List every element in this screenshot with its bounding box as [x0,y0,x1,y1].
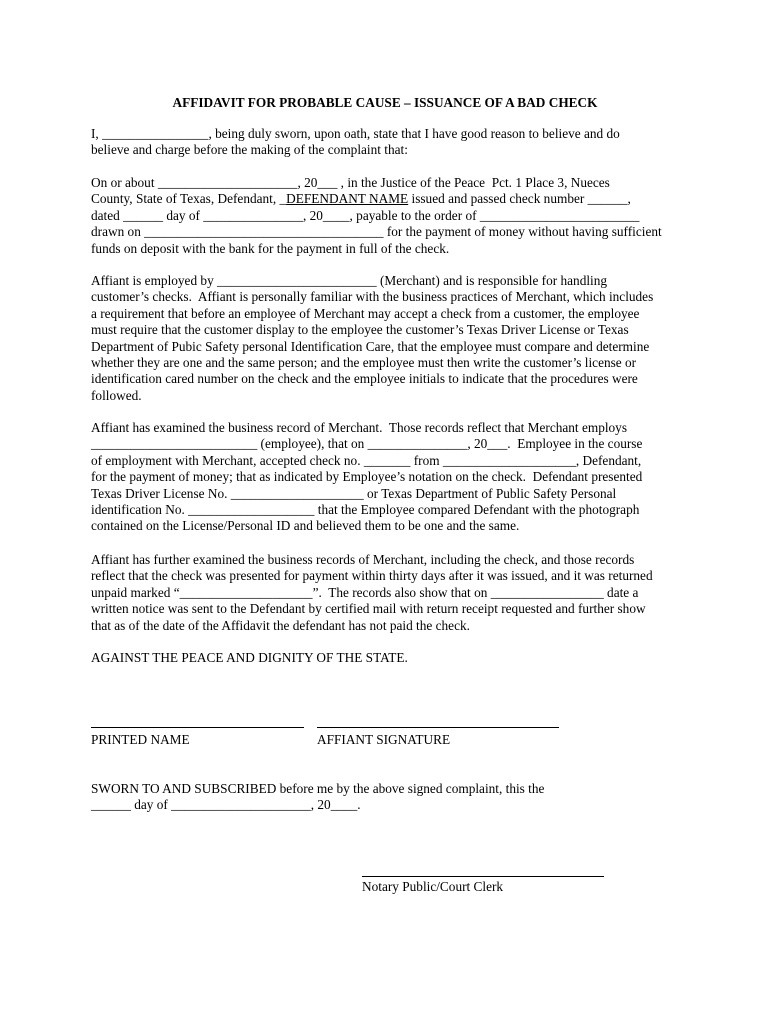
intro-line: believe and charge before the making of the complaint that: [91,142,408,158]
employment-line: Department of Pubic Safety personal Identification Care, that the employee must compare and determine [91,338,650,354]
further-line: Affiant has further examined the business records of Merchant, including the check, and those records [91,552,635,567]
further-line: written notice was sent to the Defendant by certified mail with return receipt requested and further show [91,601,646,617]
employment-line: a requirement that before an employee of Merchant may accept a check from a customer, the employee [91,305,640,321]
sworn-paragraph [91,781,691,814]
check-line: drawn on ____________________________________ for the payment of money without having sufficient [91,224,662,240]
employment-line: Affiant is employed by ________________________ (Merchant) and is responsible for handling [91,273,608,288]
notary-signature-rule [362,876,604,877]
printed-name-rule [91,727,304,728]
check-paragraph [91,175,691,257]
further-line: unpaid marked “____________________”. The records also show that on _________________ date a [91,584,639,600]
further-line: reflect that the check was presented for payment within thirty days after it was issued, and it was returned [91,568,653,584]
sworn-line: ______ day of _____________________, 20____. [91,797,361,813]
employment-line: must require that the customer display to the employee the customer’s Texas Driver License or Texas [91,322,629,338]
defendant-name-field: DEFENDANT NAME [286,191,409,207]
check-line: On or about _____________________, 20___ , in the Justice of the Peace Pct. 1 Place 3, Nueces [91,175,610,190]
check-line-defendant [91,191,691,207]
records-line: of employment with Merchant, accepted check no. _______ from ____________________, Defendant, [91,452,642,468]
check-line-suffix: issued and passed check number ______, [408,191,631,207]
employment-paragraph [91,273,691,404]
affiant-signature-rule [317,727,559,728]
employment-line: identification cared number on the check and the employee initials to indicate that the procedures were [91,371,638,387]
further-records-paragraph [91,552,691,634]
document-title: AFFIDAVIT FOR PROBABLE CAUSE – ISSUANCE OF A BAD CHECK [172,95,598,110]
notary-label: Notary Public/Court Clerk [362,879,504,894]
records-line: _________________________ (employee), that on _______________, 20___. Employee in the course [91,436,643,452]
records-line: Affiant has examined the business record of Merchant. Those records reflect that Merchant employs [91,420,628,435]
employment-line: followed. [91,387,142,403]
against-statement [91,650,691,666]
employment-line: whether they are one and the same person; and the employee must then write the customer’s license or [91,354,637,370]
against-line: AGAINST THE PEACE AND DIGNITY OF THE STATE. [91,650,408,665]
check-line-prefix: County, State of Texas, Defendant, _ [91,191,287,207]
intro-line: I, ________________, being duly sworn, upon oath, state that I have good reason to believe and do [91,126,620,141]
intro-paragraph [91,126,691,159]
check-line: funds on deposit with the bank for the payment in full of the check. [91,240,450,256]
records-line: contained on the License/Personal ID and believed them to be one and the same. [91,518,520,534]
records-line: identification No. ___________________ that the Employee compared Defendant with the photograph [91,501,640,517]
further-line: that as of the date of the Affidavit the defendant has not paid the check. [91,617,470,633]
employment-line: customer’s checks. Affiant is personally familiar with the business practices of Merchant, which includes [91,289,654,305]
sworn-line: SWORN TO AND SUBSCRIBED before me by the above signed complaint, this the [91,781,545,796]
records-line: for the payment of money; that as indicated by Employee’s notation on the check. Defendant presented [91,469,643,485]
records-line: Texas Driver License No. ____________________ or Texas Department of Public Safety Personal [91,485,617,501]
records-paragraph [91,420,691,535]
check-line: dated ______ day of _______________, 20____, payable to the order of ________________________ [91,207,640,223]
affiant-signature-label: AFFIANT SIGNATURE [317,732,451,747]
printed-name-label: PRINTED NAME [91,732,190,747]
